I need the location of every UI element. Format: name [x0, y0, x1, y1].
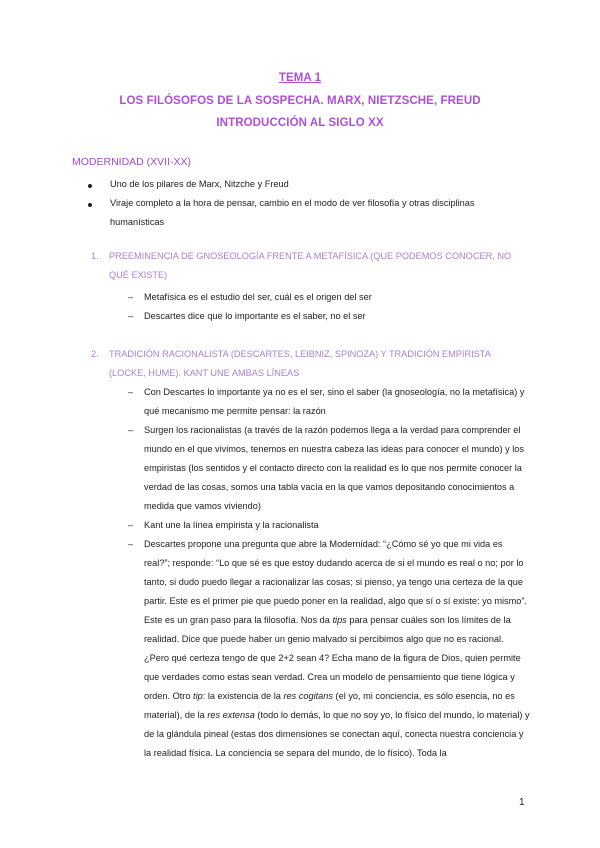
dash-marker: – [128, 311, 134, 321]
item-number: 1. [91, 251, 99, 261]
text-run: (todo lo demás, lo que no soy yo, lo físico del mundo, lo material) y de la glándula pineal (estas dos dimensiones se conectan aquí, conecta nuestra conciencia y la realidad física. La conciencia se separa del mundo, de lo físico). Toda la [144, 710, 530, 758]
list-item: Metafísica es el estudio del ser, cuál es el origen del ser [144, 292, 372, 302]
list-item: Surgen los racionalistas (a través de la razón podemos llega a la verdad para comprender el mundo en el que vivimos, tenemos en nuestra cabeza las ideas para conocer el mundo) y los empiristas (los sentidos y el contacto directo con la realidad es lo que nos permite conocer la verdad de las cosas, somos una tabla vacía en la que vamos depositando conocimientos a medida que vamos viviendo) [144, 425, 524, 511]
topic-subtitle-2: INTRODUCCIÓN AL SIGLO XX [216, 117, 384, 129]
item-heading: PREEMINENCIA DE GNOSEOLOGÍA FRENTE A METAFÍSICA (QUE PODEMOS CONOCER, NO QUÉ EXISTE) [109, 251, 512, 280]
dash-marker: – [128, 520, 134, 530]
bullet-item: Viraje completo a la hora de pensar, cambio en el modo de ver filosofía y otras disciplinas humanísticas [110, 198, 475, 227]
dash-marker: – [128, 539, 134, 549]
list-item: Descartes dice que lo importante es el saber, no el ser [144, 311, 366, 321]
dash-marker: – [128, 387, 134, 397]
dash-marker: – [128, 425, 134, 435]
italic-term: tips [332, 615, 347, 625]
list-item [144, 535, 530, 763]
topic-subtitle: LOS FILÓSOFOS DE LA SOSPECHA. MARX, NIETZSCHE, FREUD [119, 95, 481, 107]
italic-term: res cogitans [283, 691, 333, 701]
section-heading: MODERNIDAD (XVII-XX) [72, 156, 192, 168]
italic-term: tip [193, 691, 203, 701]
italic-term: res extensa [207, 710, 255, 720]
dash-marker: – [128, 292, 134, 302]
text-run: para pensar cuáles son los límites de la realidad. Dice que puede haber un genio malvado si percibimos algo que no es racional. ¿Pero qué certeza tengo de que 2+2 sean 4? Echa mano de la figura de Dios, quien permite que verdades como estas sean verdad. Crea un modelo de pensamiento que tiene lógica y orden. Otro [144, 615, 521, 701]
topic-title: TEMA 1 [278, 72, 322, 84]
list-item: Con Descartes lo importante ya no es el ser, sino el saber (la gnoseología, no la metafísica) y qué mecanismo me permite pensar: la razón [144, 387, 525, 416]
item-number: 2. [91, 349, 99, 359]
bullet-item: Uno de los pilares de Marx, Nitzche y Freud [110, 179, 289, 189]
text-run: : la existencia de la [202, 691, 284, 701]
item-heading: TRADICIÓN RACIONALISTA (DESCARTES, LEIBNIZ, SPINOZA) Y TRADICIÓN EMPIRISTA (LOCKE, HUME). KANT UNE AMBAS LÍNEAS [109, 349, 491, 378]
text-run: Descartes propone una pregunta que abre la Modernidad: “¿Cómo sé yo que mi vida es real?”; responde: “Lo que sé es que estoy dudando acerca de si el mundo es real o no; por lo tanto, si dudo puedo llegar a racionalizar las cosas; si pienso, ya tengo una certeza de la que partir. Este es el primer pie que puedo poner en la realidad, algo que sí o sí existe: yo mismo”. Este es un gran paso para la filosofía. Nos da [144, 539, 528, 625]
text-run: (el yo, mi conciencia, es sólo esencia, no es material), de la [144, 691, 515, 720]
list-item: Kant une la línea empirista y la racionalista [144, 520, 319, 530]
bullet-dot [88, 184, 92, 188]
page-number: 1 [519, 797, 525, 808]
bullet-dot [88, 203, 92, 207]
